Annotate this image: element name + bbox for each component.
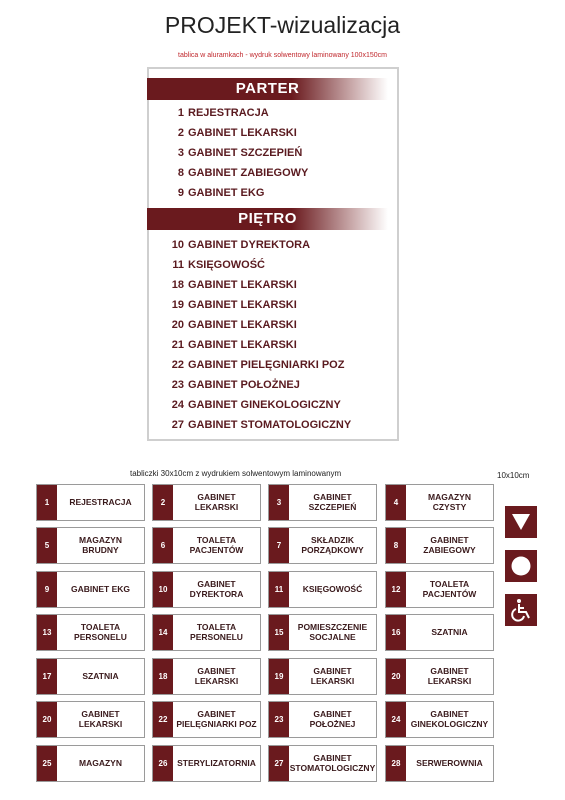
tile-label: KSIĘGOWOŚĆ [302,583,363,594]
tile-number: 1 [37,485,57,520]
triangle-down-icon [505,506,537,538]
door-sign-tile [385,701,494,738]
tile-label: GABINET GINEKOLOGICZNY [410,708,489,729]
door-sign-tile [385,527,494,564]
tile-label: MAGAZYN BRUDNY [79,534,122,555]
tile-number: 11 [269,572,289,607]
door-sign-tile [152,484,261,521]
board-row [160,339,297,355]
tile-number: 6 [153,528,173,563]
tile-number: 3 [269,485,289,520]
door-sign-tile [36,484,145,521]
room-name: GABINET LEKARSKI [188,319,297,331]
tile-number: 12 [386,572,406,607]
icons-caption: 10x10cm [497,471,530,480]
tile-number: 4 [386,485,406,520]
tiles-caption: tabliczki 30x10cm z wydrukiem solwentowym laminowanym [130,469,342,478]
tile-label: GABINET PIELĘGNIARKI POZ [176,708,257,729]
section-band-parter: PARTER [147,78,388,100]
door-sign-tile [152,614,261,651]
room-name: GABINET EKG [188,187,265,199]
tile-number: 16 [386,615,406,650]
tile-label: GABINET STOMATOLOGICZNY [289,752,376,773]
tile-label: TOALETA PERSONELU [190,621,243,642]
tile-label: TOALETA PACJENTÓW [422,578,477,599]
tile-label: GABINET LEKARSKI [194,665,239,686]
tile-label: GABINET LEKARSKI [194,491,239,512]
tile-label: GABINET LEKARSKI [310,665,355,686]
tile-label: REJESTRACJA [69,496,132,507]
tile-number: 27 [269,746,289,781]
tile-number: 19 [269,659,289,694]
door-sign-tile [268,571,377,608]
board-row [160,167,308,183]
room-number: 23 [171,379,184,391]
tile-label: TOALETA PERSONELU [74,621,127,642]
board-row [160,107,269,123]
tile-label: GABINET SZCZEPIEŃ [308,491,357,512]
room-number: 9 [177,187,184,199]
room-name: GABINET STOMATOLOGICZNY [188,419,352,431]
page-subtitle: tablica w aluramkach - wydruk solwentowy laminowany 100x150cm [178,52,387,59]
tile-number: 23 [269,702,289,737]
tile-label: GABINET EKG [70,583,131,594]
tile-number: 15 [269,615,289,650]
tile-number: 20 [37,702,57,737]
tile-number: 13 [37,615,57,650]
tile-number: 18 [153,659,173,694]
room-number: 21 [171,339,184,351]
board-row [160,299,297,315]
room-number: 19 [171,299,184,311]
tile-label: GABINET ZABIEGOWY [423,534,476,555]
door-sign-tile [36,745,145,782]
door-sign-tile [268,527,377,564]
door-sign-tile [268,701,377,738]
tile-label: GABINET LEKARSKI [427,665,472,686]
room-number: 11 [172,259,184,271]
circle-icon [505,550,537,582]
tile-number: 25 [37,746,57,781]
board-row [160,319,297,335]
room-number: 27 [171,419,184,431]
tile-number: 8 [386,528,406,563]
room-number: 20 [171,319,184,331]
room-name: GABINET PIELĘGNIARKI POZ [188,359,345,371]
section-band-pietro: PIĘTRO [147,208,388,230]
door-sign-tile [385,658,494,695]
room-number: 3 [177,147,184,159]
board-row [160,279,297,295]
room-number: 18 [171,279,184,291]
tile-number: 14 [153,615,173,650]
door-sign-tile [152,745,261,782]
door-sign-tile [385,484,494,521]
door-sign-tile [152,527,261,564]
door-sign-tile [36,571,145,608]
board-row [160,127,297,143]
tile-number: 7 [269,528,289,563]
room-name: GABINET LEKARSKI [188,127,297,139]
tile-number: 22 [153,702,173,737]
tile-number: 17 [37,659,57,694]
door-sign-tile [268,484,377,521]
door-sign-tile [268,745,377,782]
tile-label: GABINET DYREKTORA [189,578,244,599]
door-sign-tile [36,527,145,564]
tile-number: 9 [37,572,57,607]
tile-number: 5 [37,528,57,563]
tile-label: MAGAZYN [79,757,122,768]
board-row [160,147,302,163]
tile-label: TOALETA PACJENTÓW [189,534,244,555]
tile-label: SZATNIA [431,626,468,637]
door-sign-tile [385,745,494,782]
tile-number: 26 [153,746,173,781]
door-sign-tile [36,701,145,738]
tile-label: GABINET POŁOŻNEJ [309,708,356,729]
board-row [160,187,264,203]
room-name: GABINET DYREKTORA [188,239,311,251]
board-row [160,359,344,375]
door-sign-tile [152,571,261,608]
room-name: KSIĘGOWOŚĆ [188,259,266,271]
room-name: GABINET GINEKOLOGICZNY [188,399,341,411]
tile-label: MAGAZYN CZYSTY [428,491,471,512]
tile-number: 2 [153,485,173,520]
tile-label: SZATNIA [82,670,119,681]
room-name: GABINET POŁOŻNEJ [188,379,300,391]
wheelchair-icon [505,594,537,626]
tile-label: SKŁADZIK PORZĄDKOWY [301,534,364,555]
door-sign-tile [268,614,377,651]
page-title: PROJEKT-wizualizacja [164,12,401,38]
tile-number: 28 [386,746,406,781]
tile-number: 24 [386,702,406,737]
room-name: REJESTRACJA [188,107,269,119]
room-number: 10 [171,239,184,251]
room-number: 22 [171,359,184,371]
door-sign-tile [152,658,261,695]
tile-label: POMIESZCZENIE SOCJALNE [297,621,368,642]
room-name: GABINET ZABIEGOWY [188,167,309,179]
board-row [160,419,351,435]
room-number: 8 [177,167,184,179]
room-number: 24 [171,399,184,411]
board-row [160,379,300,395]
door-sign-tile [385,614,494,651]
tile-label: STERYLIZATORNIA [177,757,256,768]
door-sign-tile [36,614,145,651]
room-number: 2 [177,127,184,139]
tile-number: 10 [153,572,173,607]
room-name: GABINET LEKARSKI [188,279,297,291]
board-row [160,399,341,415]
room-name: GABINET SZCZEPIEŃ [188,147,303,159]
board-row [160,239,310,255]
room-name: GABINET LEKARSKI [188,299,297,311]
room-name: GABINET LEKARSKI [188,339,297,351]
room-number: 1 [177,107,184,119]
door-sign-tile [268,658,377,695]
door-sign-tile [36,658,145,695]
door-sign-tile [385,571,494,608]
board-row [160,259,265,275]
door-sign-tile [152,701,261,738]
tile-label: GABINET LEKARSKI [78,708,123,729]
tile-label: SERWEROWNIA [416,757,483,768]
tile-number: 20 [386,659,406,694]
